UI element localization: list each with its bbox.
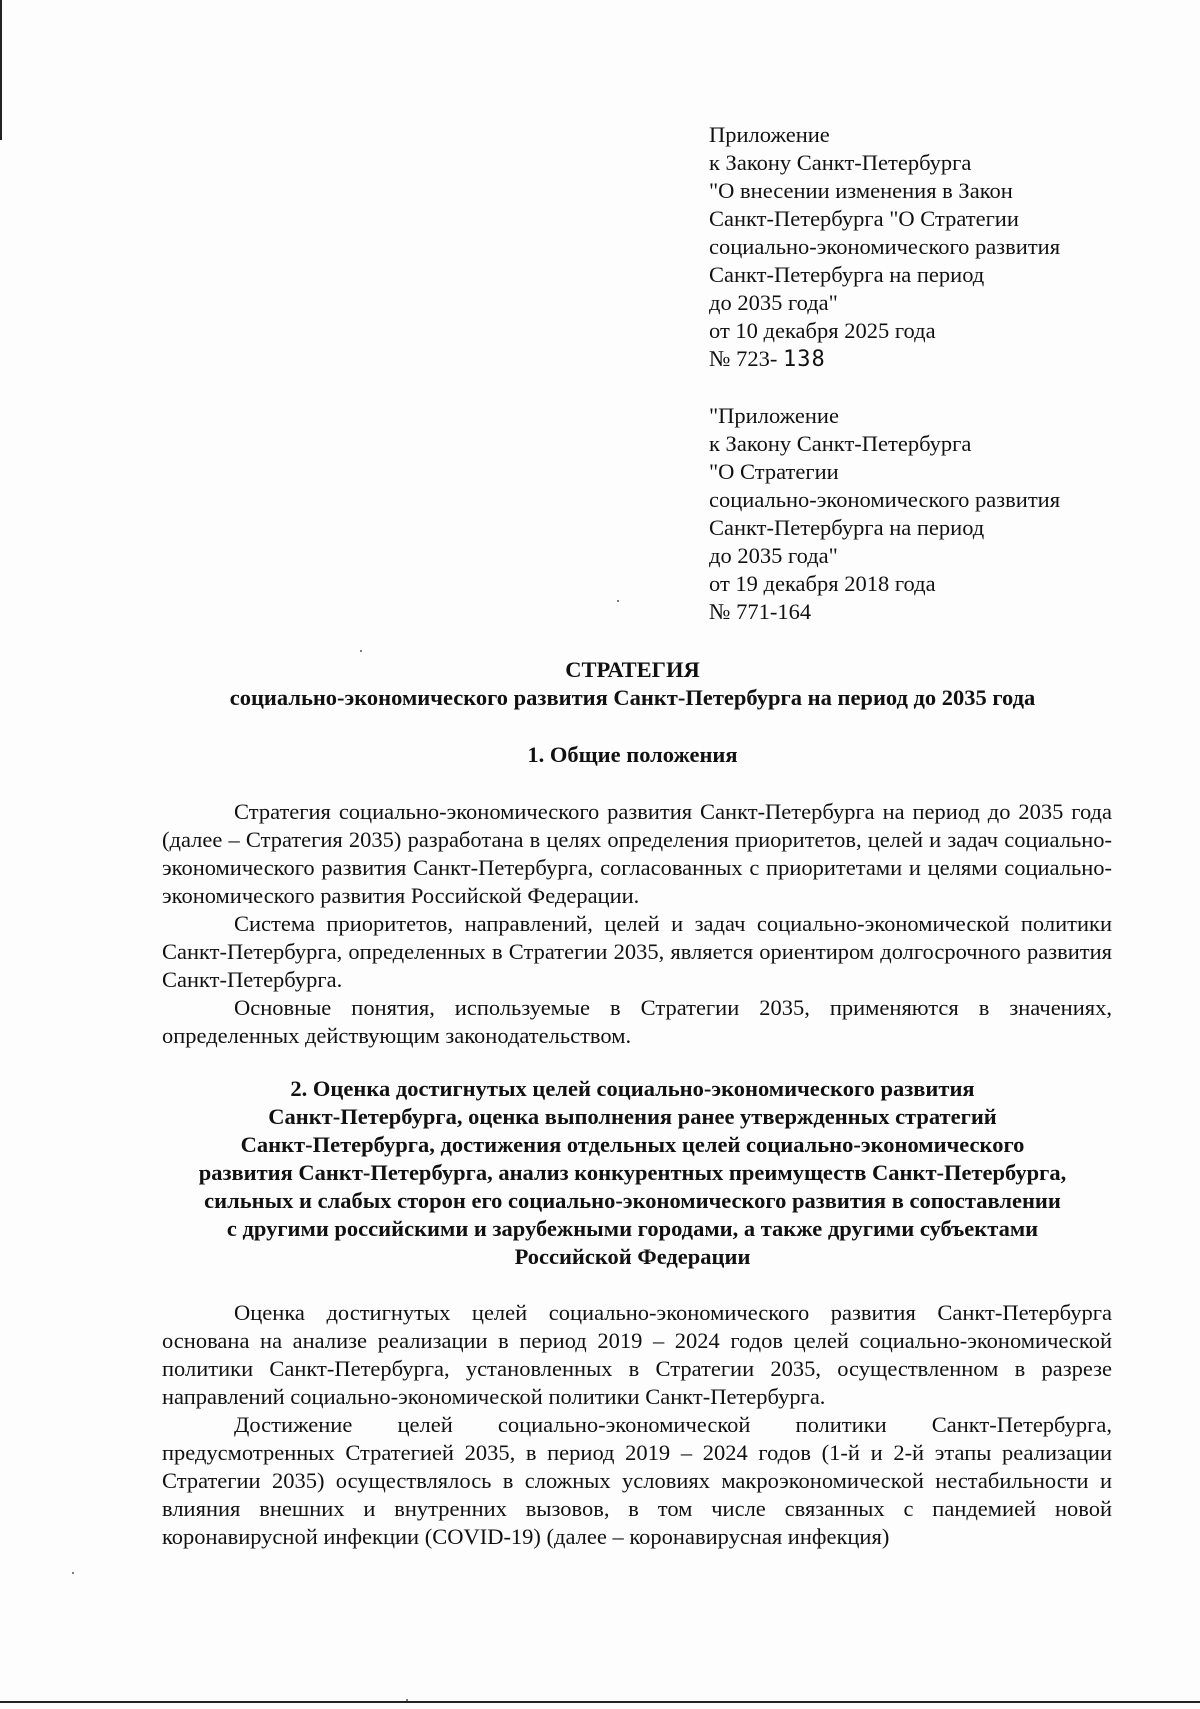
scan-speck <box>617 600 619 602</box>
section-heading-line: развития Санкт-Петербурга, анализ конкурентных преимуществ Санкт-Петербурга, <box>198 1160 1067 1185</box>
appendix-line: "О внесении изменения в Закон <box>709 178 1013 203</box>
paragraph: Система приоритетов, направлений, целей и задач социально-экономической политики Санкт-Петербурга, определенных в Стратегии 2035, является ориентиром долгосрочного развития Санкт-Петербурга. <box>162 911 1112 992</box>
section-heading-line: Российской Федерации <box>514 1244 751 1269</box>
scan-speck <box>360 650 362 652</box>
appendix-original-law <box>709 402 1129 626</box>
law-number-handwritten: 138 <box>782 347 826 372</box>
appendix-line: до 2035 года" <box>709 290 838 315</box>
paragraph: Стратегия социально-экономического развития Санкт-Петербурга на период до 2035 года (далее – Стратегия 2035) разработана в целях определения приоритетов, целей и задач социально-экономического развития Санкт-Петербурга, согласованных с приоритетами и целями социально-экономического развития Российской Федерации. <box>162 799 1112 908</box>
law-number-prefix: № 723- <box>709 346 778 371</box>
appendix-new-law <box>709 121 1129 374</box>
scan-edge-artifact <box>0 1701 1200 1703</box>
scan-speck <box>72 1572 74 1574</box>
section-heading-line: с другими российскими и зарубежными городами, а также другими субъектами <box>226 1216 1039 1241</box>
appendix-line: до 2035 года" <box>709 543 838 568</box>
section-heading-line: 2. Оценка достигнутых целей социально-экономического развития <box>290 1076 975 1101</box>
paragraph: Оценка достигнутых целей социально-экономического развития Санкт-Петербурга основана на анализе реализации в период 2019 – 2024 годов целей социально-экономической политики Санкт-Петербурга, установленных в Стратегии 2035, осуществленном в разрезе направлений социально-экономической политики Санкт-Петербурга. <box>162 1300 1112 1409</box>
appendix-line: "Приложение <box>709 403 839 428</box>
document-title: СТРАТЕГИЯ <box>565 657 700 682</box>
scan-speck <box>406 1699 408 1701</box>
appendix-line: от 10 декабря 2025 года <box>709 318 936 343</box>
section-heading-line: сильных и слабых сторон его социально-экономического развития в сопоставлении <box>204 1188 1061 1213</box>
appendix-line: социально-экономического развития <box>709 487 1061 512</box>
paragraph: Основные понятия, используемые в Стратегии 2035, применяются в значениях, определенных действующим законодательством. <box>162 995 1112 1048</box>
section-heading-line: Санкт-Петербурга, достижения отдельных целей социально-экономического <box>240 1132 1025 1157</box>
scan-edge-artifact <box>0 0 2 140</box>
section-2-body <box>162 1299 1112 1551</box>
document-title-block <box>150 656 1115 712</box>
appendix-line: Санкт-Петербурга на период <box>709 515 985 540</box>
document-subtitle: социально-экономического развития Санкт-Петербурга на период до 2035 года <box>229 685 1036 710</box>
section-2-heading <box>150 1075 1115 1271</box>
section-1-heading <box>150 741 1115 769</box>
law-number <box>709 345 1129 374</box>
appendix-line: Приложение <box>709 122 830 147</box>
appendix-line: "О Стратегии <box>709 459 839 484</box>
appendix-line: к Закону Санкт-Петербурга <box>709 150 972 175</box>
section-heading-line: Санкт-Петербурга, оценка выполнения ранее утвержденных стратегий <box>268 1104 997 1129</box>
appendix-line: Санкт-Петербурга "О Стратегии <box>709 206 1019 231</box>
appendix-line: от 19 декабря 2018 года <box>709 571 936 596</box>
appendix-line: к Закону Санкт-Петербурга <box>709 431 972 456</box>
appendix-line: социально-экономического развития <box>709 234 1061 259</box>
appendix-line: № 771-164 <box>709 599 812 624</box>
paragraph: Достижение целей социально-экономической политики Санкт-Петербурга, предусмотренных Стратегией 2035, в период 2019 – 2024 годов (1-й и 2-й этапы реализации Стратегии 2035) осуществлялось в сложных условиях макроэкономической нестабильности и влияния внешних и внутренних вызовов, в том числе связанных с пандемией новой коронавирусной инфекции (COVID-19) (далее – коронавирусная инфекция) <box>162 1412 1112 1549</box>
section-1-body <box>162 798 1112 1050</box>
appendix-line: Санкт-Петербурга на период <box>709 262 985 287</box>
section-heading: 1. Общие положения <box>527 742 738 767</box>
